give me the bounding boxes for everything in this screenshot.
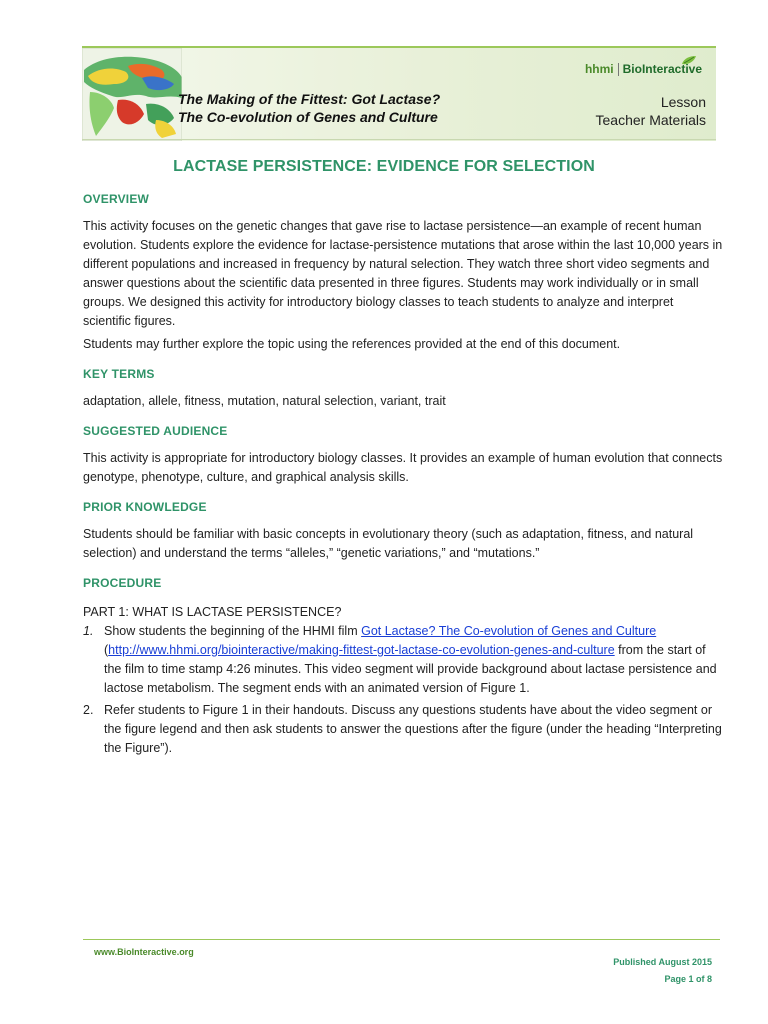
brand-biointeractive: BioInteractive	[622, 62, 702, 76]
document-type	[596, 93, 707, 129]
footer-divider	[83, 939, 720, 940]
header-divider	[82, 139, 716, 140]
audience-text: This activity is appropriate for introductory biology classes. It provides an example of human evolution that connects genotype, phenotype, culture, and graphical analysis skills.	[83, 451, 723, 484]
header-title-block	[178, 90, 440, 126]
overview-heading: OVERVIEW	[83, 192, 150, 206]
step-number: 2.	[83, 703, 94, 717]
procedure-step	[83, 701, 723, 758]
overview-paragraph-2: Students may further explore the topic using the references provided at the end of this document.	[83, 337, 621, 351]
brand-separator	[618, 63, 619, 76]
header-title-line2: The Co-evolution of Genes and Culture	[178, 109, 438, 125]
film-title-link[interactable]: Got Lactase? The Co-evolution of Genes and Culture	[361, 624, 657, 638]
document-type-line2: Teacher Materials	[595, 112, 706, 128]
step-text: (	[104, 643, 109, 657]
film-url-link[interactable]: http://www.hhmi.org/biointeractive/making-fittest-got-lactase-co-evolution-genes-and-culture	[108, 643, 615, 657]
footer-website[interactable]: www.BioInteractive.org	[94, 947, 194, 957]
brand-hhmi: hhmi	[584, 62, 614, 76]
procedure-steps	[83, 622, 723, 758]
part1-heading: PART 1: WHAT IS LACTASE PERSISTENCE?	[83, 605, 342, 619]
header-title-line1: The Making of the Fittest: Got Lactase?	[178, 91, 441, 107]
document-title: LACTASE PERSISTENCE: EVIDENCE FOR SELECTION	[173, 158, 595, 175]
published-date: Published August 2015	[613, 957, 712, 967]
key-terms-heading: KEY TERMS	[83, 367, 155, 381]
document-body	[83, 190, 723, 761]
header-banner	[82, 46, 716, 141]
key-terms-text: adaptation, allele, fitness, mutation, natural selection, variant, trait	[83, 394, 446, 408]
audience-heading: SUGGESTED AUDIENCE	[83, 424, 228, 438]
footer-info	[613, 954, 712, 988]
world-map-image	[82, 48, 182, 141]
step-text: Show students the beginning of the HHMI film	[104, 624, 362, 638]
prior-knowledge-heading: PRIOR KNOWLEDGE	[83, 500, 207, 514]
document-type-line1: Lesson	[660, 94, 706, 110]
overview-paragraph-1: This activity focuses on the genetic changes that gave rise to lactase persistence—an example of recent human evolution. Students explore the evidence for lactase-persistence mutations that arose within the last 10,000 years in different populations and increased in frequency by natural selection. They watch three short video segments and answer questions about the scientific data presented in three figures. Students may work individually or in small groups. We designed this activity for introductory biology classes to teach students to analyze and interpret scientific figures.	[83, 219, 723, 328]
procedure-heading: PROCEDURE	[83, 576, 162, 590]
step-number: 1.	[83, 624, 94, 638]
prior-knowledge-text: Students should be familiar with basic concepts in evolutionary theory (such as adaptation, fitness, and natural selection) and understand the terms “alleles,” “genetic variations,” and “mutations.”	[83, 527, 694, 560]
page-number: Page 1 of 8	[664, 974, 712, 984]
procedure-step	[83, 622, 723, 698]
brand-logo	[585, 62, 702, 76]
step-text: Refer students to Figure 1 in their handouts. Discuss any questions students have about the video segment or the figure legend and then ask students to answer the questions after the figure (under the heading “Interpreting the Figure”).	[104, 703, 722, 755]
step-text: from the start of the film to time stamp 4:26 minutes. This video segment will provide background about lactase persistence and lactose metabolism. The segment ends with an animated version of Figure 1.	[104, 643, 717, 695]
